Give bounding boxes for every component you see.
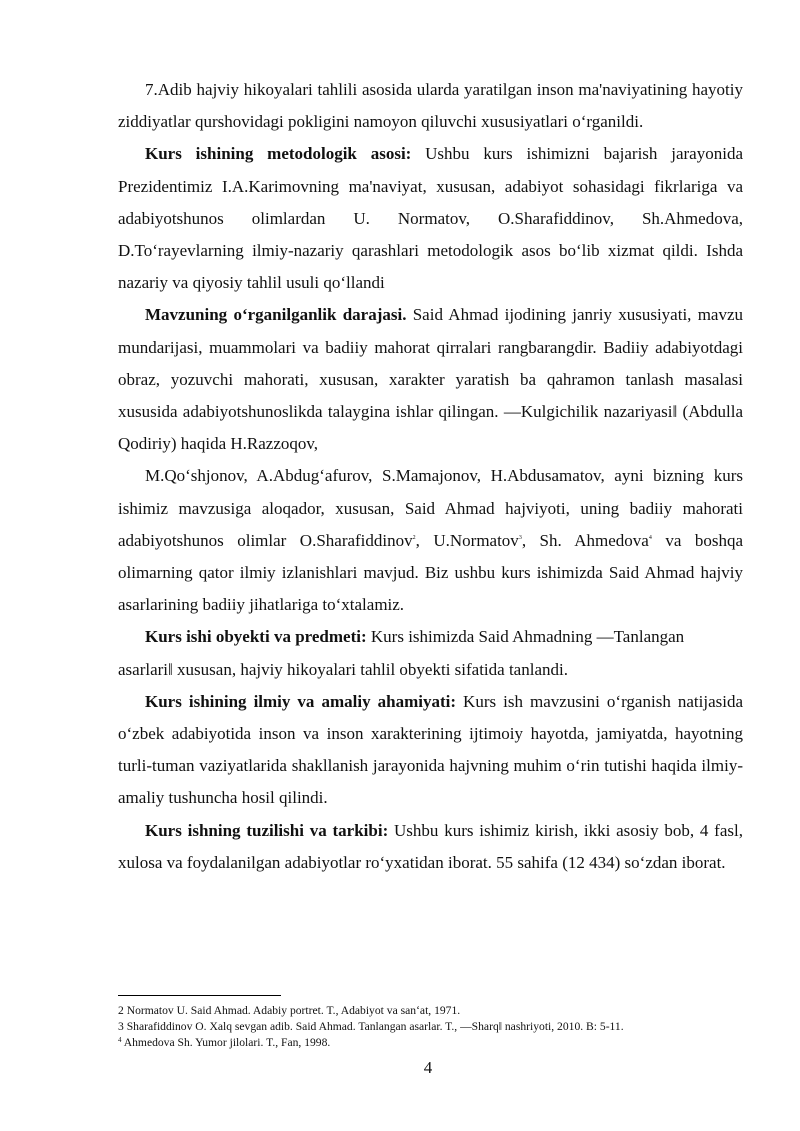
paragraph-text: Ushbu kurs ishimiz kirish, ikki asosiy bob, 4 fasl, xulosa va foydalanilgan adabiyotlar ro‘yxatidan iborat. 55 sahifa (12 434) so‘zdan iborat. [118, 820, 743, 872]
section-heading: Mavzuning o‘rganilganlik darajasi. [145, 305, 407, 325]
paragraph-text: Said Ahmad ijodining janriy xususiyati, mavzu mundarijasi, muammolari va badiiy mahorat qirralari rangbarangdir. Badiiy adabiyotdagi obraz, yozuvchi mahorati, xususan, xarakter yaratish ba qahramon tanlash masalasi xususida adabiyotshunoslikda talaygina ishlar qilingan. ―Kulgichilik nazariyasi‖ (Abdulla Qodiriy) haqida H.Razzoqov, [118, 305, 744, 454]
paragraph-text: , Sh. Ahmedova [521, 530, 649, 550]
footnote-4 [118, 1035, 758, 1051]
section-heading: Kurs ishning tuzilishi va tarkibi: [145, 820, 389, 840]
body-text [118, 74, 743, 879]
paragraph-study-level [118, 299, 743, 460]
paragraph-scholars [118, 460, 743, 621]
paragraph-structure [118, 815, 743, 879]
section-heading: Kurs ishi obyekti va predmeti: [145, 627, 367, 647]
footnote-ref[interactable]: 2 [412, 534, 416, 541]
paragraph-text: Kurs ish mavzusini o‘rganish natijasida o‘zbek adabiyotida inson va inson xarakterining ijtimoiy hayotda, jamiyatda, hayotning turli-tuman vaziyatlarida shakllanish jarayonida hajvning muhim o‘rin tutishi haqida ilmiy-amaliy tushuncha hosil qilindi. [118, 691, 744, 808]
section-heading: Kurs ishining ilmiy va amaliy ahamiyati: [145, 691, 456, 711]
page-number: 4 [423, 1058, 433, 1077]
footnote-ref[interactable]: 4 [648, 534, 652, 541]
paragraph-significance [118, 686, 743, 815]
paragraph-result-7 [118, 74, 743, 138]
paragraph-text: Ushbu kurs ishimizni bajarish jarayonida Prezidentimiz I.A.Karimovning ma'naviyat, xususan, adabiyot sohasidagi fikrlariga va adabiyotshunos olimlardan U. Normatov, O.Sharafiddinov, Sh.Ahmedova, D.To‘rayevlarning ilmiy-nazariy qarashlari metodologik asos bo‘lib xizmat qildi. Ishda nazariy va qiyosiy tahlil usuli qo‘llandi [118, 144, 743, 293]
paragraph-text: Kurs ishimizda Said Ahmadning ―Tanlangan asarlari‖ xususan, hajviy hikoyalari tahlil obyekti sifatida tanlandi. [118, 627, 685, 679]
footnote-marker: 4 [118, 1036, 122, 1044]
paragraph-text: va boshqa olimarning qator ilmiy izlanishlari mavjud. Biz ushbu kurs ishimizda Said Ahmad hajviy asarlarining badiiy jihatlariga to‘xtalamiz. [118, 530, 743, 615]
paragraph-object [118, 621, 743, 685]
paragraph-text: , U.Normatov [415, 530, 519, 550]
footnote-text: Ahmedova Sh. Yumor jilolari. T., Fan, 1998. [121, 1036, 331, 1049]
paragraph-text: M.Qo‘shjonov, A.Abdug‘afurov, S.Mamajonov, H.Abdusamatov, ayni bizning kurs ishimiz mavzusiga aloqador, xususan, Said Ahmad hajviyoti, uning badiiy mahorati adabiyotshunos olimlar O.Sharafiddinov [118, 466, 743, 550]
paragraph-text: 7.Adib hajviy hikoyalari tahlili asosida ularda yaratilgan inson ma'naviyatining hayotiy ziddiyatlar qurshovidagi pokligini namoyon qiluvchi xususiyatlari o‘rganildi. [118, 80, 743, 132]
footnote-divider [118, 995, 281, 996]
footnote-ref[interactable]: 3 [518, 534, 522, 541]
paragraph-methodology [118, 138, 743, 299]
section-heading: Kurs ishining metodologik asosi: [145, 144, 412, 164]
footnote-3: 3 Sharafiddinov O. Xalq sevgan adib. Said Ahmad. Tanlangan asarlar. T., ―Sharq‖ nashriyoti, 2010. B: 5-11. [118, 1020, 624, 1033]
footnotes [118, 1003, 758, 1051]
footnote-2: 2 Normatov U. Said Ahmad. Adabiy portret. T., Adabiyot va san‘at, 1971. [118, 1004, 461, 1017]
